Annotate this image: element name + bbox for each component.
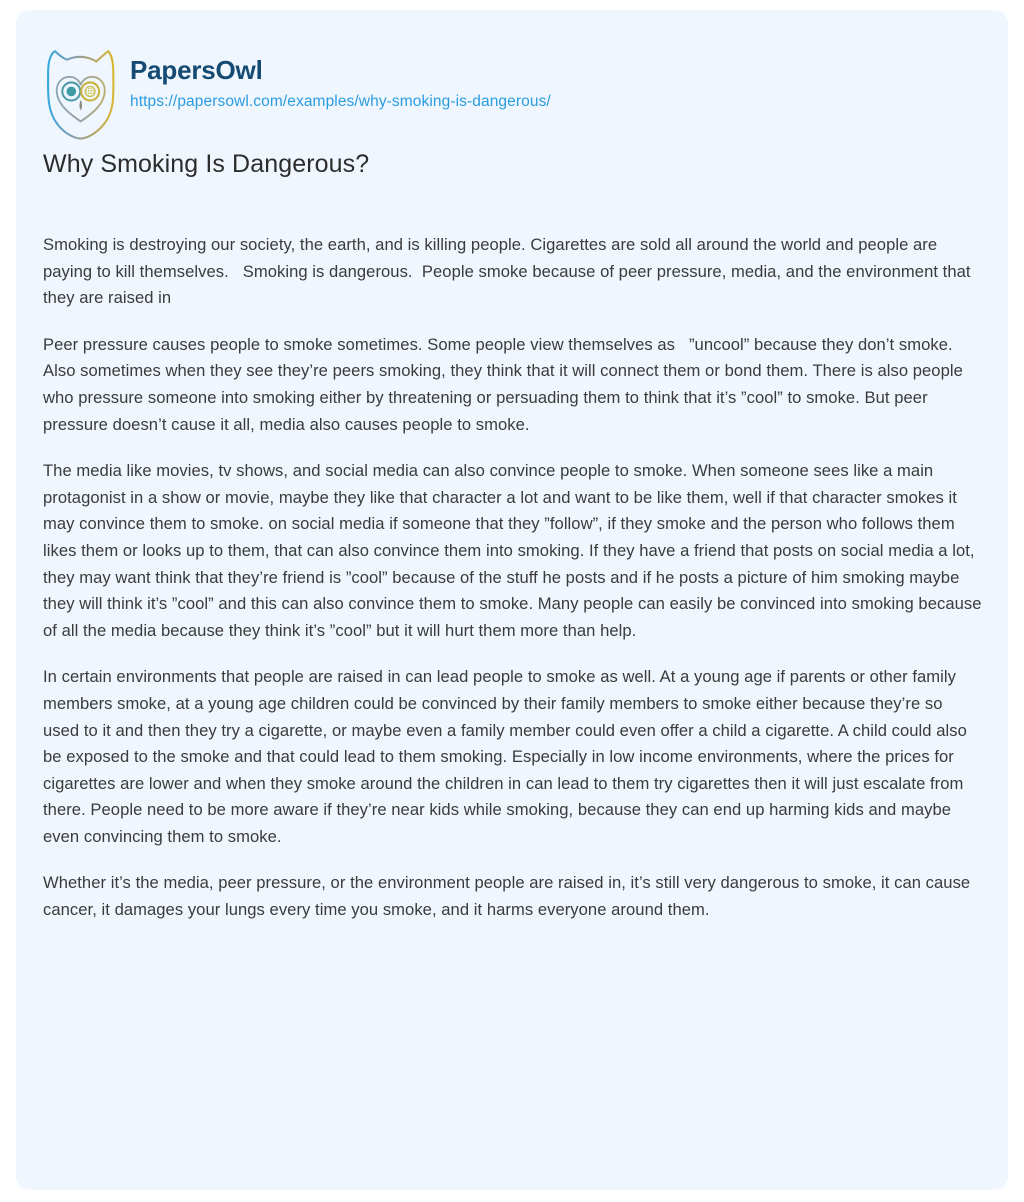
body-paragraph: In certain environments that people are raised in can lead people to smoke as well. At a young age if parents or other family members smoke, at a young age children could be convinced by their family members to smoke either because they’re so used to it and then they try a cigarette, or maybe even a family member could even offer a child a cigarette. A child could also be exposed to the smoke and that could lead to them smoking. Especially in low income environments, where the prices for cigarettes are lower and when they smoke around the children in can lead to them try cigarettes then it will just escalate from there. People need to be more aware if they’re near kids while smoking, because they can end up harming kids and maybe even convincing them to smoke. <box>43 667 972 846</box>
body-paragraph: Smoking is destroying our society, the earth, and is killing people. Cigarettes are sold all around the world and people are paying to kill themselves. Smoking is dangerous. People smoke because of peer pressure, media, and the environment that they are raised in <box>43 235 976 308</box>
document-body <box>43 232 987 924</box>
brand-wordmark: PapersOwl <box>130 55 263 85</box>
owl-logo-icon <box>36 46 122 142</box>
document-card <box>16 10 1008 1190</box>
brand-text-block <box>130 46 551 111</box>
body-paragraph: Peer pressure causes people to smoke sometimes. Some people view themselves as ”uncool” because they don’t smoke. Also sometimes when they see they’re peers smoking, they think that it will connect them or bond them. There is also people who pressure someone into smoking either by threatening or persuading them to think that it’s ”cool” to smoke. But peer pressure doesn’t cause it all, media also causes people to smoke. <box>43 334 968 434</box>
page-title: Why Smoking Is Dangerous? <box>43 150 370 178</box>
body-paragraph: Whether it’s the media, peer pressure, or the environment people are raised in, it’s still very dangerous to smoke, it can cause cancer, it damages your lungs every time you smoke, and it harms everyone around them. <box>43 873 975 920</box>
brand-header <box>36 46 551 142</box>
body-paragraph: The media like movies, tv shows, and social media can also convince people to smoke. When someone sees like a main protagonist in a show or movie, maybe they like that character a lot and want to be like them, well if that character smokes it may convince them to smoke. on social media if someone that they ”follow”, if they smoke and the person who follows them likes them or looks up to them, that can also convince them into smoking. If they have a friend that posts on social media a lot, they may want think that they’re friend is ”cool” because of the stuff he posts and if he posts a picture of him smoking maybe they will think it’s ”cool” and this can also convince them to smoke. Many people can easily be convinced into smoking because of all the media because they think it’s ”cool” but it will hurt them more than help. <box>43 461 987 640</box>
source-url-link[interactable]: https://papersowl.com/examples/why-smoking-is-dangerous/ <box>130 92 551 110</box>
